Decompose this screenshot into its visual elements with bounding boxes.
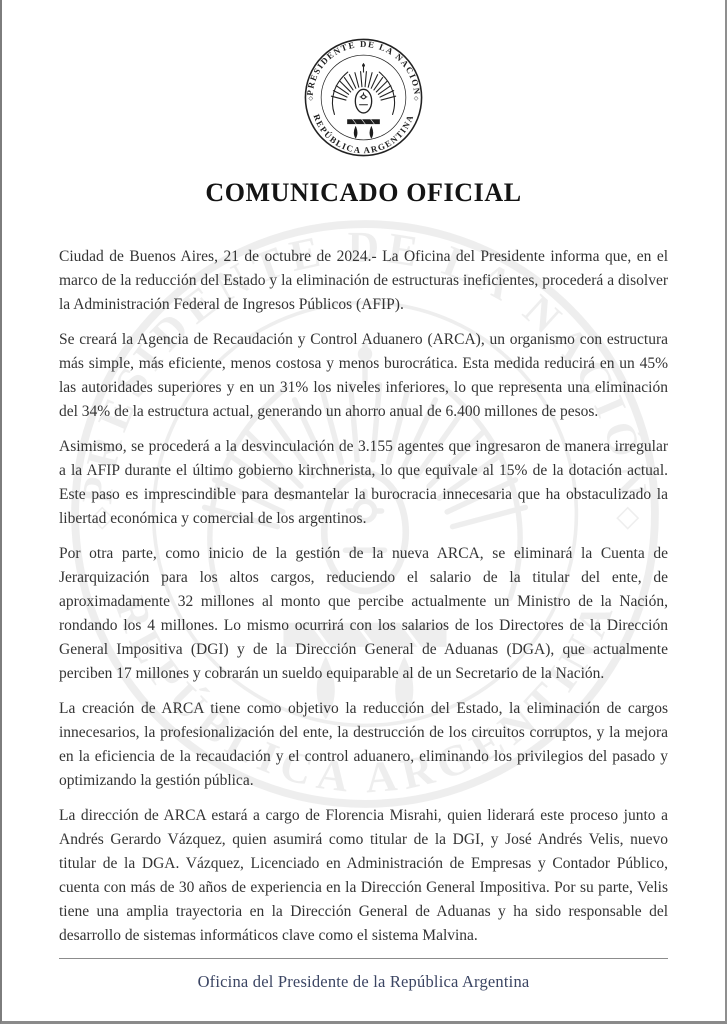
page-title: COMUNICADO OFICIAL [205,178,522,207]
paragraph-4: Por otra parte, como inicio de la gestión de la nueva ARCA, se eliminará la Cuenta de Jerarquización para los altos cargos, reduciendo el salario de la titular del ente, de aproximadamente 32 millones al monto que percibe actualmente un Ministro de la Nación, rondando los 4 millones. Lo mismo ocurrirá con los salarios de los Directores de la Dirección General Impositiva (DGI) y de la Dirección General de Aduanas (DGA), que actualmente perciben 17 millones y cobrarán un sueldo equiparable al de un Secretario de la Nación. [59,545,668,683]
paragraph-2: Se creará la Agencia de Recaudación y Control Aduanero (ARCA), un organismo con estructura más simple, más eficiente, menos costosa y menos burocrática. Esta medida reducirá en un 45% las autoridades superiores y en un 31% los niveles inferiores, lo que representa una eliminación del 34% de la estructura actual, generando un ahorro anual de 6.400 millones de pesos. [59,331,668,421]
presidential-seal-icon [303,37,424,158]
paragraph-5: La creación de ARCA tiene como objetivo la reducción del Estado, la eliminación de cargos innecesarios, la profesionalización del ente, la destrucción de los circuitos corruptos, y la mejora en la eficiencia de la recaudación y el control aduanero, eliminando los privilegios del pasado y optimizando la gestión pública. [59,700,668,790]
paragraph-1: Ciudad de Buenos Aires, 21 de octubre de 2024.- La Oficina del Presidente informa que, en el marco de la reducción del Estado y la eliminación de estructuras ineficientes, procederá a disolver la Administración Federal de Ingresos Públicos (AFIP). [59,248,668,314]
paragraph-3: Asimismo, se procederá a la desvinculación de 3.155 agentes que ingresaron de manera irregular a la AFIP durante el último gobierno kirchnerista, lo que equivale al 15% de la dotación actual. Este paso es imprescindible para desmantelar la burocracia innecesaria que ha obstaculizado la libertad económica y comercial de los argentinos. [59,438,668,528]
seal-container [2,0,725,163]
footer [59,958,668,1021]
body-text [59,245,668,948]
footer-signature: Oficina del Presidente de la República Argentina [197,972,530,991]
paragraph-6: La dirección de ARCA estará a cargo de Florencia Misrahi, quien liderará este proceso junto a Andrés Gerardo Vázquez, quien asumirá como titular de la DGI, y José Andrés Velis, nuevo titular de la DGA. Vázquez, Licenciado en Administración de Empresas y Contador Público, cuenta con más de 30 años de experiencia en la Dirección General Impositiva. Por su parte, Velis tiene una amplia trayectoria en la Dirección General de Aduanas y ha sido responsable del desarrollo de sistemas informáticos clave como el sistema Malvina. [59,807,668,945]
